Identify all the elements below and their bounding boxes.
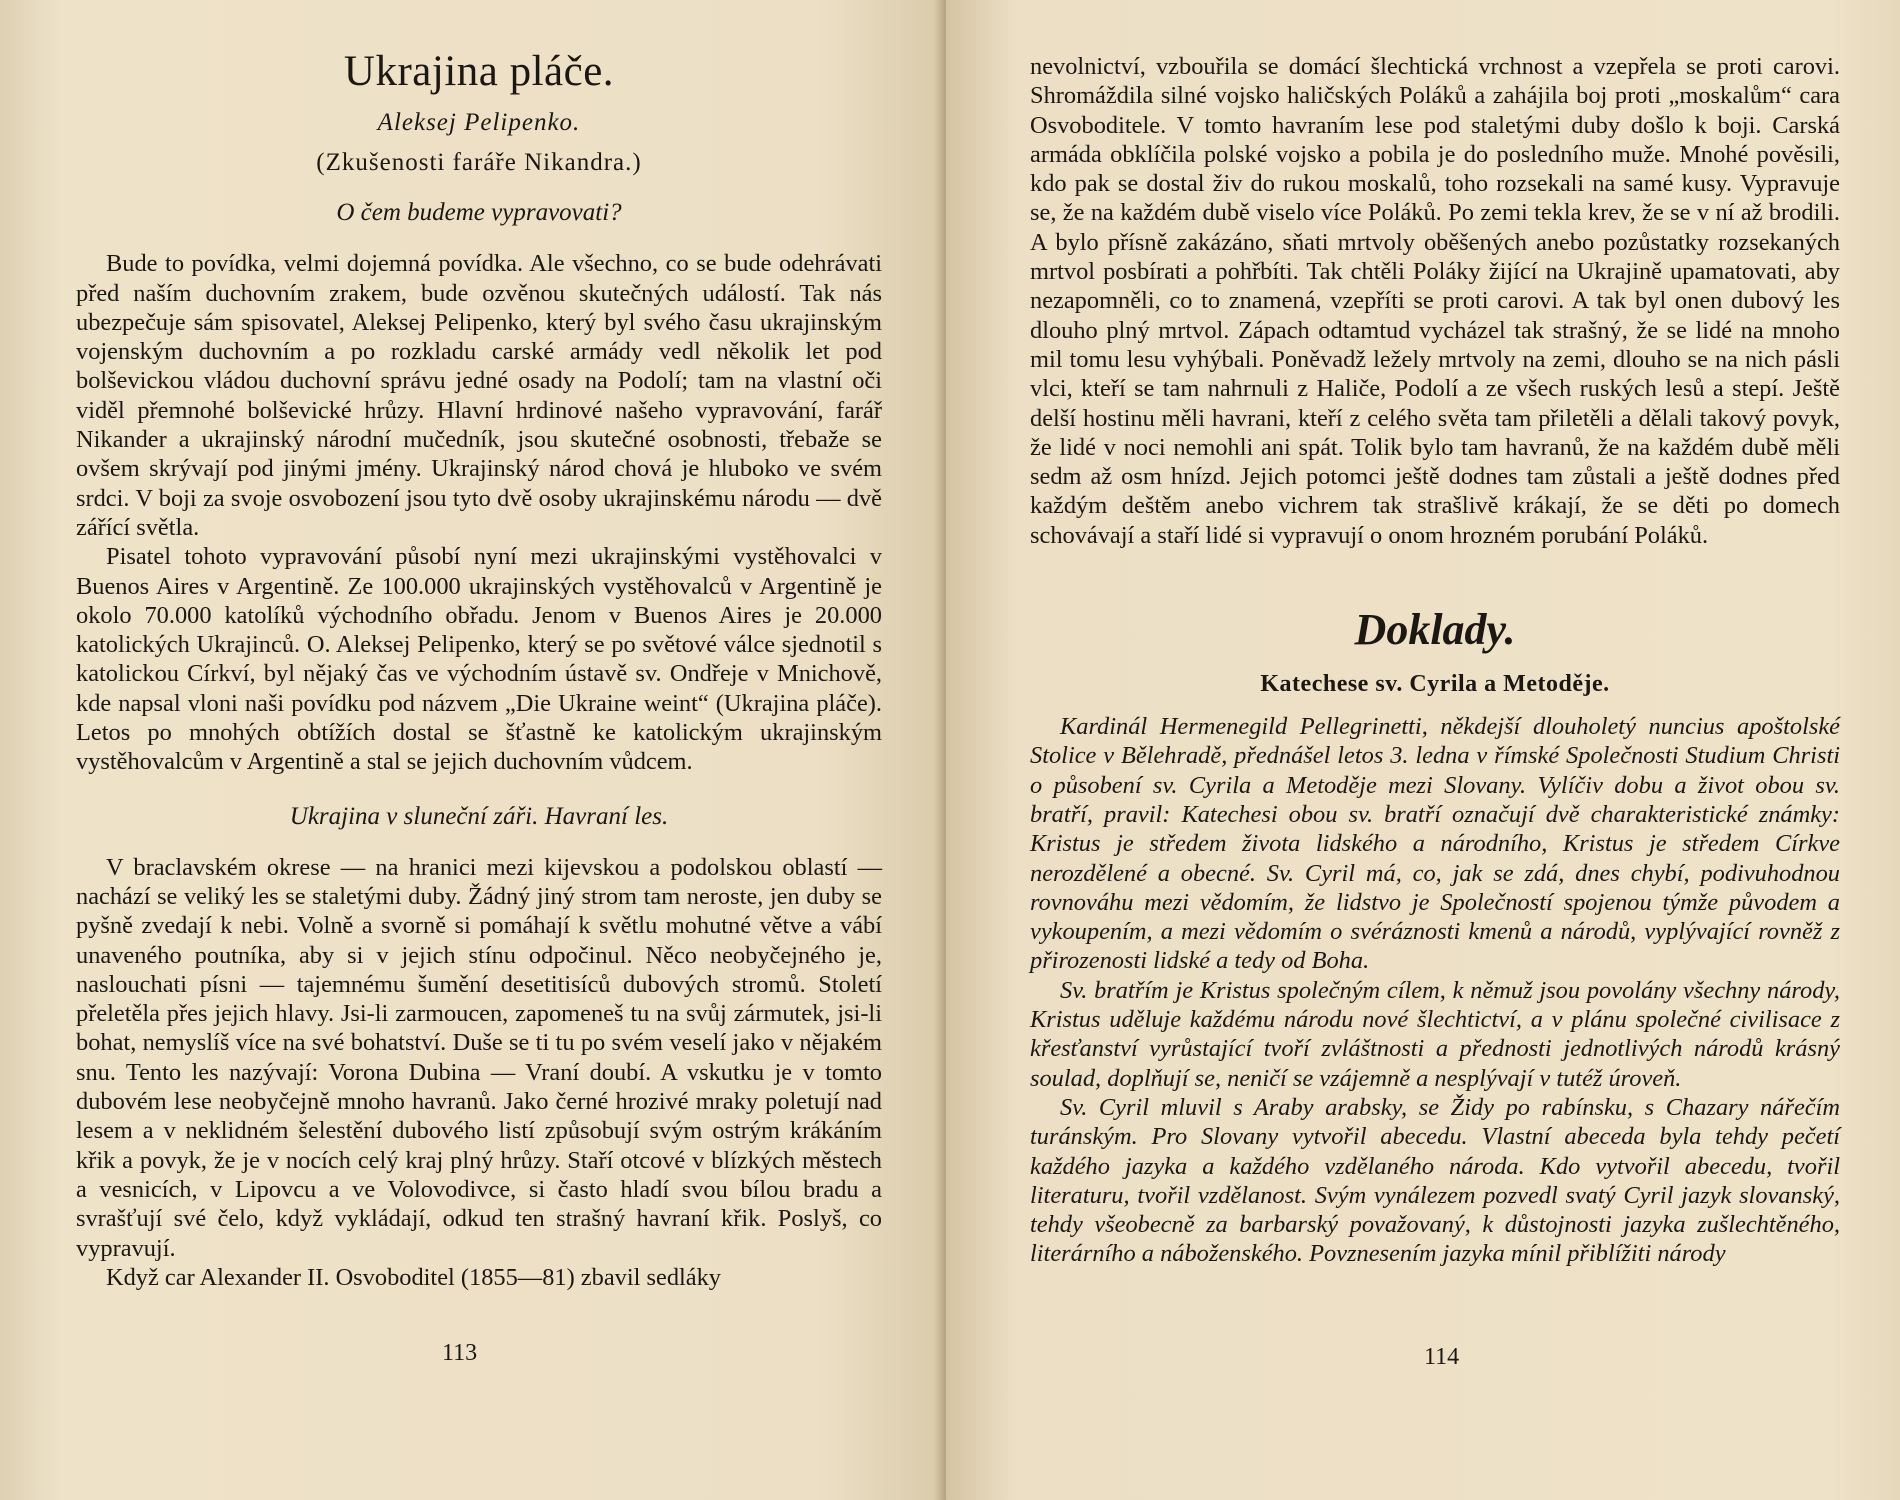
paragraph: Pisatel tohoto vypravování působí nyní mezi ukrajinskými vystěhovalci v Buenos Aires v Argentině. Ze 100.000 ukrajinských vystěhovalců v Argentině je okolo 70.000 katolíků východního obřadu. Jenom v Buenos Aires je 20.000 katolických Ukrajinců. O. Aleksej Pelipenko, který se po světové válce sjednotil s katolickou Církví, byl nějaký čas ve východním ústavě sv. Ondřeje v Mnichově, kde napsal vloni naši povídku pod názvem „Die Ukraine weint“ (Ukrajina pláče). Letos po mnohých obtížích dostal se šťastně ke katolickým ukrajinským vystěhovalcům v Argentině a stal se jejich duchovním vůdcem. <box>76 543 882 776</box>
paragraph-continuation: nevolnictví, vzbouřila se domácí šlechtická vrchnost a vzepřela se proti carovi. Shromáždila silné vojsko haličských Poláků a zahájila boj proti „moskalům“ cara Osvoboditele. V tomto havraním lese pod staletými duby došlo k boji. Carská armáda obklíčila polské vojsko a pobila je do posledního muže. Mnohé pověsili, kdo pak se dostal živ do rukou moskalů, toho rozsekali na samé kusy. Vypravuje se, že na každém dubě viselo více Poláků. Po zemi tekla krev, že se v ní až brodili. A bylo přísně zakázáno, sňati mrtvoly oběšených anebo pozůstatky rozsekaných mrtvol posbírati a pohřbíti. Tak chtěli Poláky žijící na Ukrajině upamatovati, aby nezapomněli, co to znamená, vzepříti se proti carovi. A tak byl onen dubový les dlouho plný mrtvol. Zápach odtamtud vycházel tak strašný, že se lidé na mnoho mil tomu lesu vyhýbali. Poněvadž ležely mrtvoly na zemi, dlouho se na nich pásli vlci, kteří se tam nahrnuli z Haliče, Podolí a ze všech ruských lesů a stepí. Ještě delší hostinu měli havrani, kteří z celého světa tam přiletěli a dělali takový povyk, že lidé v noci nemohli ani spát. Tolik bylo tam havranů, že na každém dubě měli sedm až osm hnízd. Jejich potomci ještě dodnes tam zůstali a ještě dodnes před každým deštěm anebo vichrem tak strašlivě krákají, že se děti po domech schovávají a staří lidé si vypravují o onom hrozném porubání Poláků. <box>1030 53 1840 549</box>
paragraph: V braclavském okrese — na hranici mezi kijevskou a podolskou oblastí — nachází se veliký les se staletými duby. Žádný jiný strom tam neroste, jen duby se pyšně zvedají k nebi. Volně a svorně si pomáhají k světlu mohutné větve a vábí unaveného poutníka, aby si v jejich stínu odpočinul. Něco neobyčejného je, naslouchati písni — tajemnému šumění desetitisíců dubových stromů. Století přeletěla přes jejich hlavy. Jsi-li zarmoucen, zapomeneš tu na svůj zármutek, jsi-li bohat, nemyslíš více na své bohatství. Duše se ti tu po svém veselí jako v nějakém snu. Tento les nazývají: Vorona Dubina — Vraní doubí. A vskutku je v tomto dubovém lese neobyčejně mnoho havranů. Jako černé hrozivé mraky poletují nad lesem a v neklidném šelestění dubového listí způsobují svým ostrým krákáním křik a povyk, že je v nocích celý kraj plný hrůzy. Staří otcové v blízkých městech a vesnicích, v Lipovcu a ve Volovodivce, si často hladí svou bílou bradu a svrašťují své čelo, když vykládají, odkud ten strašný havraní křik. Poslyš, co vypravují. <box>76 853 882 1262</box>
paragraph: Kardinál Hermenegild Pellegrinetti, někdejší dlouholetý nuncius apoštolské Stolice v Bělehradě, přednášel letos 3. ledna v římské Společnosti Studium Christi o působení sv. Cyrila a Metoděje mezi Slovany. Vylíčiv dobu a život obou sv. bratří, pravil: Katechesi obou sv. bratří označují dvě charakteristické známky: Kristus je středem života lidského a národního, Kristus je středem Církve nerozdělené a obecné. Sv. Cyril má, co, jak se zdá, dnes chybí, podivuhodnou rovnováhu mezi vědomím, že lidstvo je Společností spojenou týmže původem a vykoupením, a mezi vědomím o svéráznosti kmenů a národů, vyplývající rovněž z přirozenosti lidské a tedy od Boha. <box>1030 713 1840 975</box>
page-number-left: 113 <box>442 1340 478 1366</box>
paragraph: Sv. bratřím je Kristus společným cílem, k němuž jsou povolány všechny národy, Kristus uděluje každému národu nové šlechtictví, a v plánu společné civilisace z křesťanství vyrůstající tvoří zvláštnosti a přednosti jednotlivých národů krásný soulad, doplňují se, neničí se vzájemně a nesplývají v tutéž úroveň. <box>1030 976 1840 1092</box>
left-page <box>0 0 946 1500</box>
right-page <box>946 0 1900 1500</box>
section-heading-1: O čem budeme vypravovati? <box>336 199 622 227</box>
paragraph: Když car Alexander II. Osvoboditel (1855—81) zbavil sedláky <box>106 1263 722 1291</box>
section-heading-2: Ukrajina v sluneční záři. Havraní les. <box>289 802 669 830</box>
article-author: Aleksej Pelipenko. <box>377 109 581 137</box>
page-number-right: 114 <box>1424 1344 1460 1370</box>
paragraph: Bude to povídka, velmi dojemná povídka. Ale všechno, co se bude odehrávati před naším duchovním zrakem, bude ozvěnou skutečných událostí. Tak nás ubezpečuje sám spisovatel, Aleksej Pelipenko, který byl svého času ukrajinským vojenským duchovním a po rozkladu carské armády vedl několik let pod bolševickou vládou duchovní správu jedné osady na Podolí; tam na vlastní oči viděl přemnohé bolševické hrůzy. Hlavní hrdinové našeho vypravování, farář Nikander a ukrajinský národní mučedník, jsou skutečné osobnosti, třebaže se ovšem skrývají pod jinými jmény. Ukrajinský národ chová je hluboko ve svém srdci. V boji za svoje osvobození jsou tyto dvě osoby ukrajinskému národu — dvě zářící světla. <box>76 250 882 541</box>
article-subtitle: (Zkušenosti faráře Nikandra.) <box>316 149 642 177</box>
italic-text-block <box>1030 712 1840 1269</box>
section-title-doklady: Doklady. <box>1354 605 1516 655</box>
right-column <box>1030 52 1840 1269</box>
left-column <box>76 48 882 1292</box>
article-title: Ukrajina pláče. <box>343 48 615 95</box>
paragraph: Sv. Cyril mluvil s Araby arabsky, se Židy po rabínsku, s Chazary nářečím turánským. Pro Slovany vytvořil abecedu. Vlastní abeceda byla tehdy pečetí každého jazyka a každého vzdělaného národa. Kdo vytvořil abecedu, tvořil literaturu, tvořil vzdělanost. Svým vynálezem pozvedl svatý Cyril jazyk slovanský, tehdy všeobecně za barbarský považovaný, k důstojnosti jazyka zušlechtěného, literárního a náboženského. Povznesením jazyka mínil přiblížiti národy <box>1030 1093 1840 1268</box>
section-subtitle: Katechese sv. Cyrila a Metoděje. <box>1260 671 1610 698</box>
